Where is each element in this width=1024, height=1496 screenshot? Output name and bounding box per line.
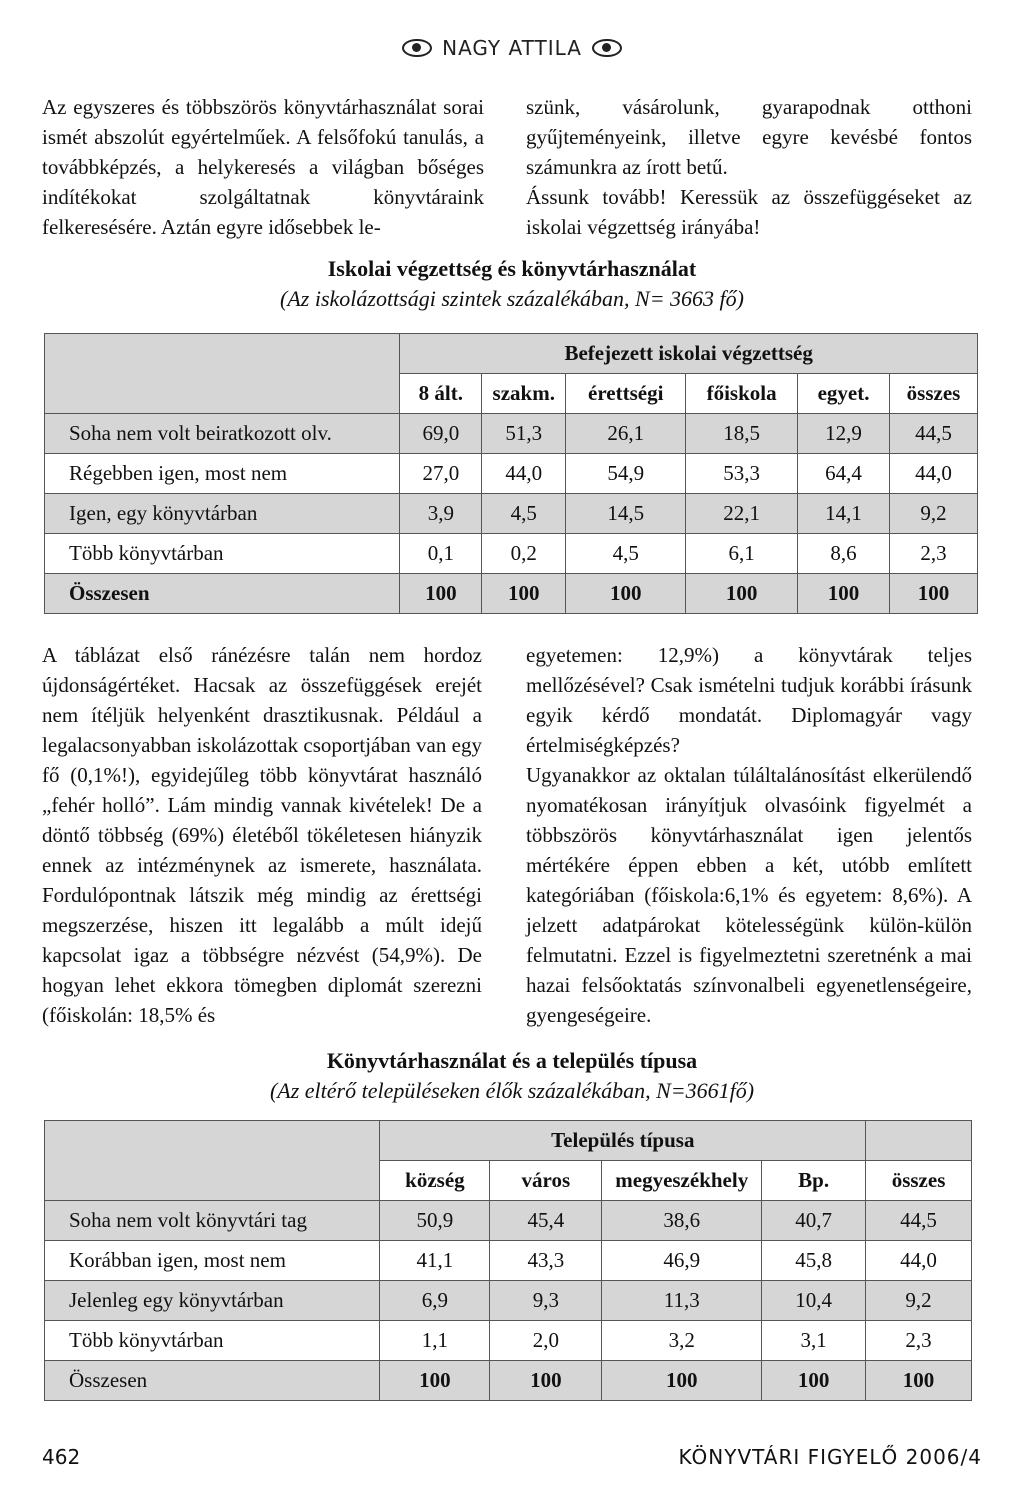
- table-cell: 44,0: [482, 454, 566, 494]
- table-cell: 8,6: [798, 534, 890, 574]
- table1-col-header: egyet.: [798, 374, 890, 414]
- table1-caption: [0, 254, 1024, 314]
- journal-footer: KÖNYVTÁRI FIGYELŐ 2006/4: [678, 1445, 982, 1469]
- table-cell: 3,9: [400, 494, 482, 534]
- table-cell: 100: [798, 574, 890, 614]
- table-cell: 27,0: [400, 454, 482, 494]
- intro-left-column: [42, 92, 484, 242]
- table-cell: 6,9: [380, 1281, 490, 1321]
- table-cell: 51,3: [482, 414, 566, 454]
- table1-group-header-row: [45, 334, 978, 374]
- table2-subtitle: (Az eltérő településeken élők százalékában, N=3661fő): [269, 1078, 755, 1103]
- table-cell: 44,0: [866, 1241, 972, 1281]
- table1-title: Iskolai végzettség és könyvtárhasználat: [327, 256, 697, 281]
- table-cell: 100: [490, 1361, 602, 1401]
- table-cell: 100: [380, 1361, 490, 1401]
- body-left-column: [42, 640, 482, 1030]
- row-label: Soha nem volt könyvtári tag: [45, 1201, 380, 1241]
- row-label: Több könyvtárban: [45, 1321, 380, 1361]
- table-cell: 100: [566, 574, 686, 614]
- eye-ornament-icon: [402, 39, 432, 57]
- body-right-paragraph-1: egyetemen: 12,9%) a könyvtárak teljes mellőzésével? Csak ismételni tudjuk korábbi írásunk egyik kérdő mondatát. Diplomagyár vagy értelmiségképzés?: [526, 643, 972, 757]
- table1-col-header: érettségi: [566, 374, 686, 414]
- table-cell: 46,9: [602, 1241, 762, 1281]
- table-cell: 100: [762, 1361, 866, 1401]
- eye-ornament-icon: [592, 39, 622, 57]
- table-cell: 45,8: [762, 1241, 866, 1281]
- row-label: Összesen: [45, 1361, 380, 1401]
- table2-empty-header-cell: [866, 1121, 972, 1161]
- table2-col-header: város: [490, 1161, 602, 1201]
- table-cell: 45,4: [490, 1201, 602, 1241]
- table1-subtitle: (Az iskolázottsági szintek százalékában, N= 3663 fő): [280, 286, 744, 311]
- table-row: [45, 414, 978, 454]
- table1-col-header: főiskola: [686, 374, 798, 414]
- table-row: [45, 1281, 972, 1321]
- row-label: Igen, egy könyvtárban: [45, 494, 400, 534]
- table2-col-header: Bp.: [762, 1161, 866, 1201]
- table-cell: 11,3: [602, 1281, 762, 1321]
- table-cell: 69,0: [400, 414, 482, 454]
- table-row: [45, 1241, 972, 1281]
- table-cell: 0,1: [400, 534, 482, 574]
- table2-col-header: megyeszékhely: [602, 1161, 762, 1201]
- table-cell: 14,5: [566, 494, 686, 534]
- table-cell: 54,9: [566, 454, 686, 494]
- table-cell: 2,0: [490, 1321, 602, 1361]
- table1-corner-cell: [45, 334, 400, 414]
- table-cell: 41,1: [380, 1241, 490, 1281]
- running-header: [0, 36, 1024, 60]
- table-cell: 64,4: [798, 454, 890, 494]
- table-cell: 44,5: [866, 1201, 972, 1241]
- header-author: NAGY ATTILA: [442, 36, 582, 60]
- table-row: [45, 1321, 972, 1361]
- body-right-paragraph-2: Ugyanakkor az oktalan túláltalánosítást elkerülendő nyomatékosan irányítjuk olvasóink figyelmét a többszörös könyvtárhasználat igen jelentős mértékére éppen ebben a két, utóbb említett kategóriában (főiskola:6,1% és egyetem: 8,6%). A jelzett adatpárokat kötelességünk külön-külön felmutatni. Ezzel is figyelmeztetni szeretnénk a mai hazai felsőoktatás színvonalbeli egyenetlenségeire, gyengeségeire.: [526, 763, 972, 1027]
- table-cell: 3,2: [602, 1321, 762, 1361]
- table-cell: 10,4: [762, 1281, 866, 1321]
- table-cell: 18,5: [686, 414, 798, 454]
- table2-group-header: Település típusa: [380, 1121, 866, 1161]
- row-label: Több könyvtárban: [45, 534, 400, 574]
- table-cell: 50,9: [380, 1201, 490, 1241]
- table1-group-header: Befejezett iskolai végzettség: [400, 334, 978, 374]
- table-cell: 0,2: [482, 534, 566, 574]
- table-row-total: [45, 1361, 972, 1401]
- table-row: [45, 1201, 972, 1241]
- row-label: Korábban igen, most nem: [45, 1241, 380, 1281]
- table2-group-header-row: [45, 1121, 972, 1161]
- table-row-total: [45, 574, 978, 614]
- table-cell: 9,2: [890, 494, 978, 534]
- table-cell: 12,9: [798, 414, 890, 454]
- table-cell: 2,3: [890, 534, 978, 574]
- table-cell: 43,3: [490, 1241, 602, 1281]
- table2-col-header: összes: [866, 1161, 972, 1201]
- intro-right-paragraph-1: szünk, vásárolunk, gyarapodnak otthoni gyűjteményeink, illetve egyre kevésbé fontos számunkra az írott betű.: [526, 95, 972, 179]
- table1-col-header: összes: [890, 374, 978, 414]
- table-row: [45, 454, 978, 494]
- row-label: Jelenleg egy könyvtárban: [45, 1281, 380, 1321]
- table1-col-header: 8 ált.: [400, 374, 482, 414]
- table-cell: 100: [482, 574, 566, 614]
- table2-corner-cell: [45, 1121, 380, 1201]
- table-cell: 100: [400, 574, 482, 614]
- table-cell: 4,5: [482, 494, 566, 534]
- table2-caption: [0, 1046, 1024, 1106]
- page-number: 462: [42, 1445, 81, 1469]
- table-cell: 100: [686, 574, 798, 614]
- body-left-paragraph: A táblázat első ránézésre talán nem hordoz újdonságértéket. Hacsak az összefüggések erejét nem ítéljük helyenként drasztikusnak. Például a legalacsonyabban iskolázottak csoportjában van egy fő (0,1%!), egyidejűleg több könyvtárat használó „fehér holló”. Lám mindig vannak kivételek! De a döntő többség (69%) életéből tökéletesen hiányzik ennek az intézménynek az ismerete, használata. Fordulópontnak látszik még mindig az érettségi megszerzése, hiszen itt legalább a múlt idejű kapcsolat igaz a többségre nézvést (54,9%). De hogyan lehet ekkora tömegben diplomát szerezni (főiskolán: 18,5% és: [42, 643, 482, 1027]
- table-cell: 100: [866, 1361, 972, 1401]
- table-education-library-use: [44, 333, 978, 614]
- table-cell: 1,1: [380, 1321, 490, 1361]
- table-cell: 6,1: [686, 534, 798, 574]
- intro-right-column: [526, 92, 972, 242]
- table-cell: 2,3: [866, 1321, 972, 1361]
- table2-col-header: község: [380, 1161, 490, 1201]
- table2-title: Könyvtárhasználat és a település típusa: [326, 1048, 698, 1073]
- table-cell: 38,6: [602, 1201, 762, 1241]
- row-label: Összesen: [45, 574, 400, 614]
- table-cell: 14,1: [798, 494, 890, 534]
- table-cell: 40,7: [762, 1201, 866, 1241]
- row-label: Régebben igen, most nem: [45, 454, 400, 494]
- intro-right-paragraph-2: Ássunk tovább! Keressük az összefüggéseket az iskolai végzettség irányába!: [526, 185, 972, 239]
- table-row: [45, 534, 978, 574]
- table-cell: 4,5: [566, 534, 686, 574]
- table-settlement-library-use: [44, 1120, 972, 1401]
- table-cell: 100: [890, 574, 978, 614]
- table-cell: 100: [602, 1361, 762, 1401]
- table-row: [45, 494, 978, 534]
- table-cell: 44,5: [890, 414, 978, 454]
- table-cell: 53,3: [686, 454, 798, 494]
- table-cell: 22,1: [686, 494, 798, 534]
- body-right-column: [526, 640, 972, 1030]
- table-cell: 26,1: [566, 414, 686, 454]
- table-cell: 9,3: [490, 1281, 602, 1321]
- table-cell: 9,2: [866, 1281, 972, 1321]
- table-cell: 44,0: [890, 454, 978, 494]
- row-label: Soha nem volt beiratkozott olv.: [45, 414, 400, 454]
- table1-col-header: szakm.: [482, 374, 566, 414]
- intro-left-paragraph: Az egyszeres és többszörös könyvtárhasználat sorai ismét abszolút egyértelműek. A felsőfokú tanulás, a továbbképzés, a helykeresés a világban bőséges indítékokat szolgáltatnak könyvtáraink felkeresésére. Aztán egyre idősebbek le-: [42, 95, 484, 239]
- table-cell: 3,1: [762, 1321, 866, 1361]
